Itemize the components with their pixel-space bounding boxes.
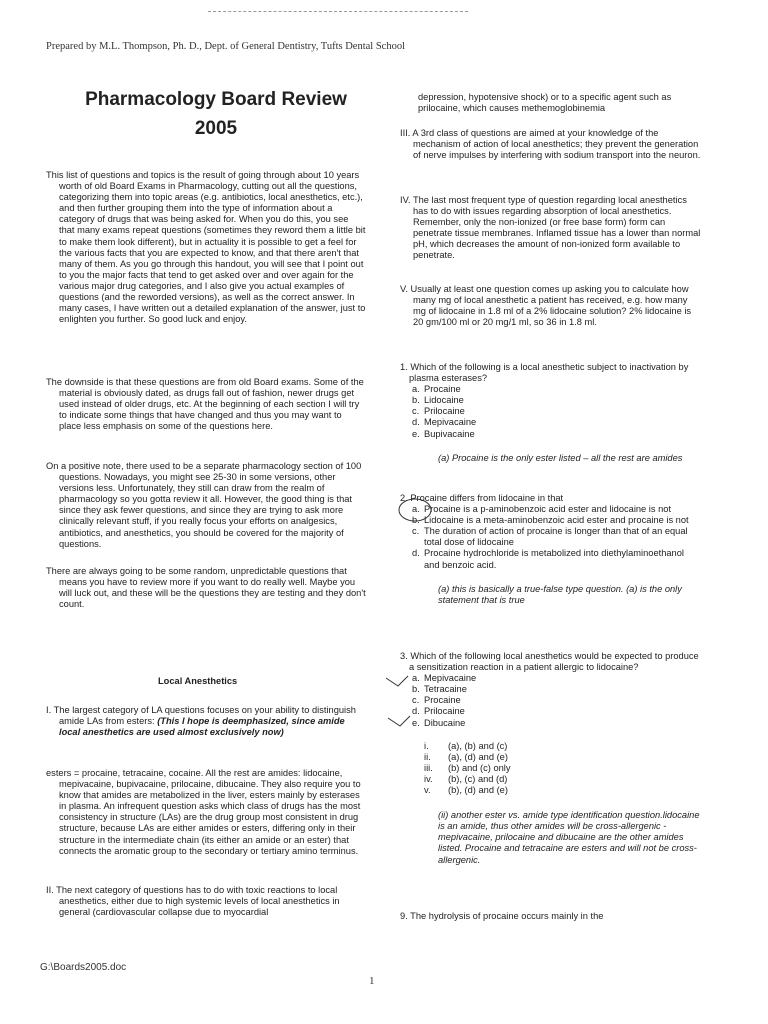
la-item-2-num: II. [46, 885, 54, 895]
question-3-choice: iv. (b), (c) and (d) [424, 773, 508, 784]
la-item-3 [400, 128, 702, 161]
la-item-1-text: The largest category of LA questions focuses on your ability to distinguish amide LAs from esters: [53, 705, 356, 727]
title-line-1: Pharmacology Board Review [85, 89, 347, 110]
question-3-answer: (ii) another ester vs. amide type identification question.lidocaine is an amide, thus other amides will be cross-allergenic - mepivacaine, prilocaine and dibucaine are the other amides listed. Procaine and tetracaine are esters and will not be cross-allergenic. [438, 810, 700, 865]
esters-paragraph: esters = procaine, tetracaine, cocaine. All the rest are amides: lidocaine, mepivacaine, bupivacaine, prilocaine, dibucaine. They also require you to know that amides are metabolized in the liver, esters mainly by esterases in plasma. An infrequent question asks which class of drugs has the most consistency in structure (LAs) are the drug group most consistent in drug structure, because LAs are either amides or esters, differing only in their structure in the intermediate chain (its either an amide or an ester) that connects the aromatic group to the secondary or tertiary amino terminus. [46, 768, 361, 856]
intro-paragraph-2: The downside is that these questions are from old Board exams. Some of the material is obviously dated, as drugs fall out of fashion, newer drugs get used instead of older drugs, etc. At the beginning of each section I will try to indicate some things that have changed and thus you may want to place less emphasis on some of the questions here. [46, 377, 364, 432]
la-item-4 [400, 195, 702, 262]
header-line: Prepared by M.L. Thompson, Ph. D., Dept. of General Dentistry, Tufts Dental School [46, 41, 406, 52]
question-3-choice: ii. (a), (d) and (e) [424, 751, 508, 762]
title-line-2: 2005 [194, 118, 238, 139]
question-1-option: e. Bupivacaine [412, 428, 475, 439]
question-2-stem: 2. Procaine differs from lidocaine in that [400, 493, 564, 503]
footer-filename: G:\Boards2005.doc [40, 962, 127, 973]
question-1-option: d. Mepivacaine [412, 417, 477, 428]
question-1-stem: 1. Which of the following is a local anesthetic subject to inactivation by plasma esterases? [400, 362, 689, 384]
intro-paragraph-4: There are always going to be some random, unpredictable questions that means you have to review more if you want to do really well. Maybe you will luck out, and these will be the questions they are testing and they don't count. [46, 566, 366, 610]
la-item-3-num: III. [400, 128, 411, 138]
la-item-3-text: A 3rd class of questions are aimed at your knowledge of the mechanism of action of local anesthetics; they prevent the generation of nerve impulses by interfering with sodium transport into the neuron. [412, 128, 701, 161]
section-title-local-anesthetics: Local Anesthetics [158, 676, 238, 686]
question-1-option: a. Procaine [412, 384, 461, 395]
question-1-answer: (a) Procaine is the only ester listed – all the rest are amides [438, 452, 683, 463]
question-3-option: b. Tetracaine [412, 684, 467, 695]
la-item-1-num: I. [46, 705, 52, 715]
question-3-option: e. Dibucaine [412, 717, 466, 728]
la-item-1-note: (This I hope is deemphasized, since amide local anesthetics are used almost exclusively now) [59, 716, 345, 738]
question-3-option: c. Procaine [412, 695, 461, 706]
question-3-stem: 3. Which of the following local anesthetics would be expected to produce a sensitization reaction in a patient allergic to lidocaine? [400, 651, 699, 673]
page-number: 1 [369, 975, 375, 987]
la-item-4-text: The last most frequent type of question regarding local anesthetics has to do with issues regarding absorption of local anesthetics. Remember, only the non-ionized (or free base form) form can penetrate tissue membranes. Inflamed tissue has a lower than normal pH, which decreases the amount of non-ionized form available to penetrate. [412, 195, 701, 261]
question-2-option: d. Procaine hydrochloride is metabolized into diethylaminoethanol and benzoic acid. [412, 548, 684, 570]
la-item-1 [46, 705, 366, 738]
la-item-5 [400, 284, 702, 328]
question-3-option: a. Mepivacaine [412, 673, 477, 684]
intro-paragraph-3: On a positive note, there used to be a separate pharmacology section of 100 questions. Nowadays, you might see 25-30 in some versions, other versions less. Unfortunately, they still can draw from the realm of pharmacology so you gotta review it all. However, the good thing is that since they ask fewer questions, and since they are trying to ask more clinically relevant stuff, if you really focus your efforts on analgesics, antibiotics, and anesthetics, you should be covered for the majority of questions. [46, 461, 362, 549]
la-item-5-num: V. [400, 284, 408, 294]
question-3-choice: v. (b), (d) and (e) [424, 785, 508, 796]
la-item-2-continued: depression, hypotensive shock) or to a specific agent such as prilocaine, which causes methemoglobinemia [418, 92, 672, 114]
page-title [46, 85, 386, 143]
handwritten-check-marks [384, 672, 420, 742]
question-3-option: d. Prilocaine [412, 706, 465, 717]
la-item-5-text: Usually at least one question comes up asking you to calculate how many mg of local anesthetic a patient has received, e.g. how many mg of lidocaine in 1.8 ml of a 2% lidocaine solution? 2% lidocaine is 20 gm/100 ml or 20 mg/1 ml, so 36 in 1.8 ml. [410, 284, 692, 328]
scan-artifact-line [208, 11, 468, 13]
la-item-4-num: IV. [400, 195, 411, 205]
intro-paragraph-1: This list of questions and topics is the result of going through about 10 years worth of old Board Exams in Pharmacology, cutting out all the questions, categorizing them into topic areas (e.g. antibiotics, local anesthetics, etc.), and then further grouping them into the type of information about a category of drugs that was being asked for. When you do this, you see that many exams repeat questions (sometimes they reword them a little bit to make them look different), but in actuality it is possible to get a feel for the various facts that you are expected to know, and that there aren't that many of them. As you go through this handout, you will see that I point out to you the major facts that tend to get asked over and over again for the various major drug categories, and I also give you actual examples of questions (and the reworded versions), as well as the correct answer. In many cases, I have written out a detailed explanation of the answer, just to enlighten you further. So good luck and enjoy. [46, 170, 366, 325]
question-2-option: a. Procaine is a p-aminobenzoic acid ester and lidocaine is not [412, 504, 672, 515]
la-item-2-text: The next category of questions has to do with toxic reactions to local anesthetics, either due to high systemic levels of local anesthetics in general (cardiovascular collapse due to myocardial [56, 885, 340, 918]
question-1 [400, 362, 702, 464]
question-1-option: c. Prilocaine [412, 406, 465, 417]
question-3-choice: iii. (b) and (c) only [424, 762, 511, 773]
question-2-option: b. Lidocaine is a meta-aminobenzoic acid ester and procaine is not [412, 515, 689, 526]
question-3-choice: i. (a), (b) and (c) [424, 740, 508, 751]
question-3 [400, 651, 702, 866]
la-item-2 [46, 885, 366, 918]
question-2 [400, 493, 702, 606]
handwritten-circle-mark [395, 496, 435, 526]
question-2-answer: (a) this is basically a true-false type question. (a) is the only statement that is true [438, 583, 682, 605]
question-9-stem: 9. The hydrolysis of procaine occurs mainly in the [400, 911, 604, 921]
question-1-option: b. Lidocaine [412, 395, 464, 406]
question-2-option: c. The duration of action of procaine is longer than that of an equal total dose of lidocaine [412, 526, 688, 548]
